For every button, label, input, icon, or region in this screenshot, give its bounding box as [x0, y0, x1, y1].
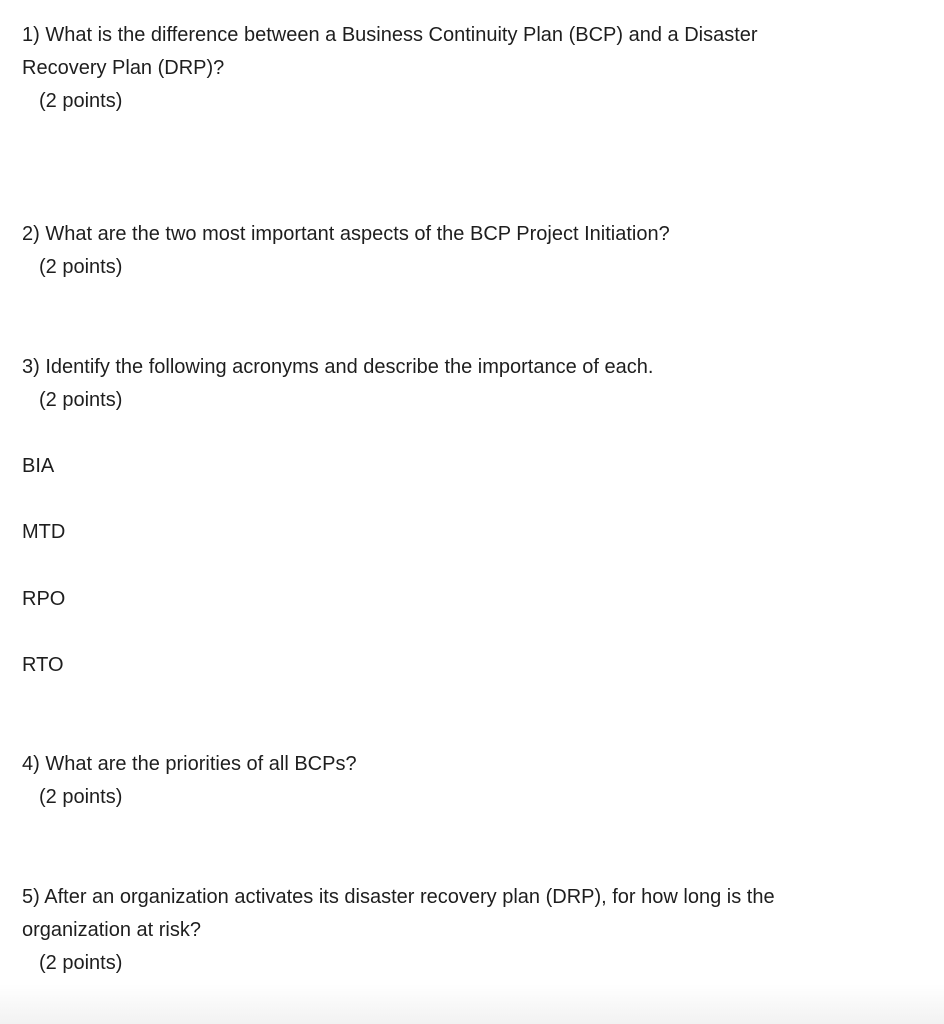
question-5-text-continuation: organization at risk?	[22, 919, 201, 941]
question-5-text: 5) After an organization activates its disaster recovery plan (DRP), for how long is the	[22, 886, 775, 908]
question-1-text: 1) What is the difference between a Business Continuity Plan (BCP) and a Disaster	[22, 24, 758, 46]
page-bottom-shadow	[0, 984, 944, 1024]
question-4-text: 4) What are the priorities of all BCPs?	[22, 753, 357, 775]
question-4-points: (2 points)	[39, 786, 123, 808]
acronym-mtd: MTD	[22, 521, 66, 543]
acronym-bia: BIA	[22, 455, 55, 477]
question-2-points: (2 points)	[39, 256, 123, 278]
question-1-text-continuation: Recovery Plan (DRP)?	[22, 57, 225, 79]
acronym-rpo: RPO	[22, 588, 66, 610]
question-1-points: (2 points)	[39, 90, 123, 112]
question-2-text: 2) What are the two most important aspects of the BCP Project Initiation?	[22, 223, 670, 245]
question-3-text: 3) Identify the following acronyms and describe the importance of each.	[22, 356, 654, 378]
acronym-rto: RTO	[22, 654, 64, 676]
question-5-points: (2 points)	[39, 952, 123, 974]
question-3-points: (2 points)	[39, 389, 123, 411]
